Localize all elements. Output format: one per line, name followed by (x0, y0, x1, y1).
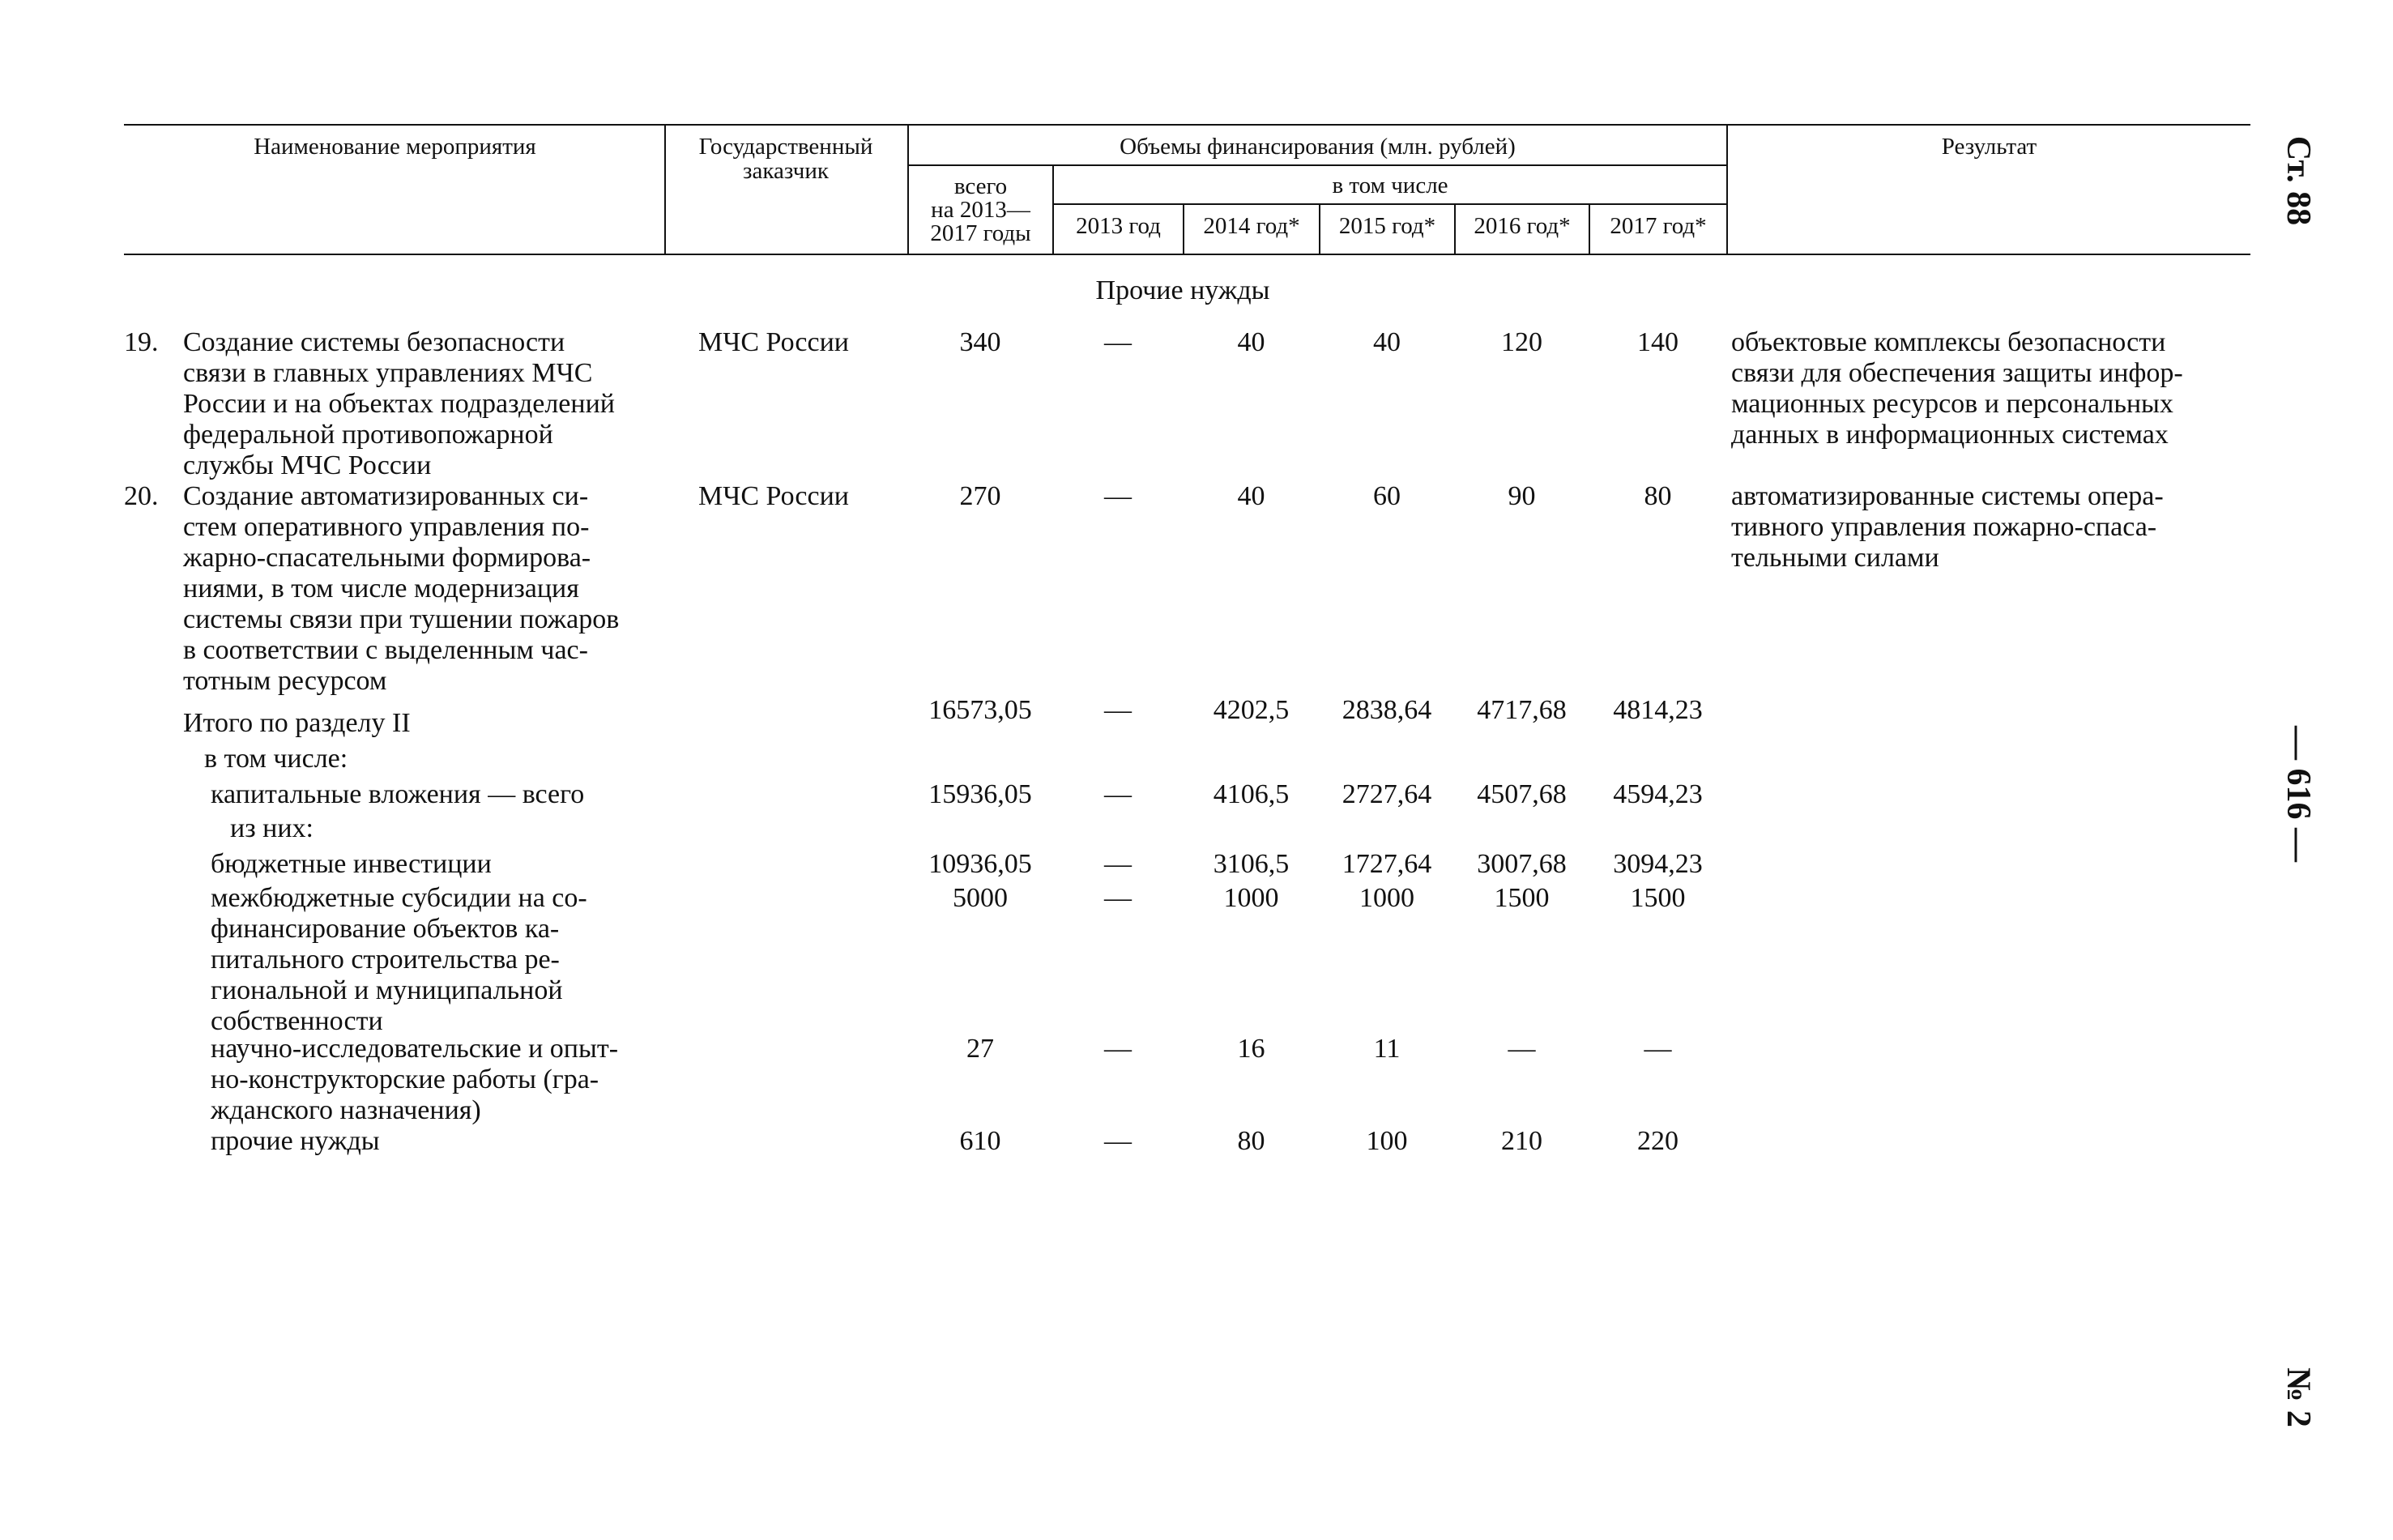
row-description-line: федеральной противопожарной (183, 420, 553, 450)
row-description-line: системы связи при тушении пожаров (183, 604, 620, 634)
row-result (1731, 481, 2250, 574)
header-top-rule (124, 124, 2250, 126)
header-including-rule (1053, 203, 1727, 205)
summary-value-2017: 4814,23 (1613, 695, 1703, 725)
summary-value-2014: 16 (1237, 1034, 1265, 1064)
row-description-line: в соответствии с выделенным час- (183, 635, 588, 665)
of-them-label: из них: (230, 813, 314, 843)
summary-value-2017: 4594,23 (1613, 779, 1703, 809)
summary-label: бюджетные инвестиции (211, 849, 492, 879)
summary-value-2016: 4717,68 (1477, 695, 1567, 725)
row-description-line: связи в главных управлениях МЧС (183, 358, 593, 388)
summary-label: прочие нужды (211, 1126, 380, 1156)
summary-value-2015: 11 (1373, 1034, 1401, 1064)
row-description-line: службы МЧС России (183, 450, 432, 480)
summary-label-line: но-конструкторские работы (гра- (211, 1064, 599, 1094)
header-total-line: 2017 годы (930, 220, 1031, 246)
summary-value-2015: 1727,64 (1342, 849, 1432, 879)
row-result-line: объектовые комплексы безопасности (1731, 327, 2166, 357)
row-customer: МЧС России (698, 481, 849, 511)
summary-label-line: собственности (211, 1006, 383, 1036)
row-value-2017: 80 (1644, 481, 1672, 511)
summary-label-line: научно-исследовательские и опыт- (211, 1034, 619, 1064)
row-total: 270 (959, 481, 1001, 511)
page-label: Ст. 88 (2280, 135, 2317, 226)
summary-label-line: жданского назначения) (211, 1095, 481, 1125)
row-value-2014: 40 (1237, 327, 1265, 357)
row-value-2016: 90 (1508, 481, 1536, 511)
row-description (183, 327, 664, 481)
summary-label-line: межбюджетные субсидии на со- (211, 883, 587, 913)
summary-value-2016: 210 (1501, 1126, 1542, 1156)
summary-value-2013: — (1104, 695, 1132, 725)
summary-label: Итого по разделу II (183, 708, 411, 738)
summary-total: 16573,05 (928, 695, 1032, 725)
row-total: 340 (959, 327, 1001, 357)
header-total-line: на 2013— (931, 197, 1030, 223)
row-number: 20. (124, 481, 159, 511)
summary-total: 10936,05 (928, 849, 1032, 879)
row-description (183, 481, 664, 697)
summary-value-2016: 4507,68 (1477, 779, 1567, 809)
row-description-line: жарно-спасательными формирова- (183, 543, 591, 573)
row-description-line: Создание системы безопасности (183, 327, 565, 357)
row-value-2017: 140 (1637, 327, 1679, 357)
page-number: — 616 — (2280, 726, 2317, 862)
summary-value-2014: 4202,5 (1213, 695, 1290, 725)
row-description-line: Создание автоматизированных си- (183, 481, 589, 511)
row-result-line: данных в информационных системах (1731, 420, 2169, 450)
summary-total: 5000 (953, 883, 1008, 913)
header-year: 2017 год* (1610, 213, 1707, 239)
row-description-line: России и на объектах подразделений (183, 389, 615, 419)
section-title: Прочие нужды (1095, 275, 1270, 305)
summary-value-2015: 100 (1366, 1126, 1408, 1156)
header-year: 2013 год (1076, 213, 1161, 239)
including-label: в том числе: (204, 744, 348, 774)
row-description-line: тотным ресурсом (183, 666, 387, 696)
header-including: в том числе (1332, 173, 1448, 198)
header-year: 2016 год* (1474, 213, 1571, 239)
row-value-2015: 60 (1373, 481, 1401, 511)
summary-label-line: финансирование объектов ка- (211, 914, 560, 944)
summary-total: 27 (966, 1034, 994, 1064)
header-total-line: всего (953, 173, 1008, 199)
summary-value-2017: — (1644, 1034, 1672, 1064)
summary-value-2015: 1000 (1359, 883, 1414, 913)
header-result: Результат (1941, 134, 2037, 160)
header-divider (664, 124, 666, 255)
row-result-line: мационных ресурсов и персональных (1731, 389, 2173, 419)
row-value-2016: 120 (1501, 327, 1542, 357)
summary-value-2017: 3094,23 (1613, 849, 1703, 879)
row-result (1731, 327, 2250, 450)
row-value-2013: — (1104, 481, 1132, 511)
row-description-line: стем оперативного управления по- (183, 512, 590, 542)
header-customer: Государственный заказчик (698, 134, 873, 184)
summary-total: 610 (959, 1126, 1001, 1156)
row-result-line: тельными силами (1731, 543, 1939, 573)
header-funding: Объемы финансирования (млн. рублей) (1120, 134, 1516, 160)
summary-value-2014: 80 (1237, 1126, 1265, 1156)
summary-value-2016: — (1508, 1034, 1536, 1064)
row-result-line: тивного управления пожарно-спаса- (1731, 512, 2157, 542)
row-result-line: связи для обеспечения защиты инфор- (1731, 358, 2183, 388)
summary-label (211, 1034, 650, 1126)
summary-value-2015: 2727,64 (1342, 779, 1432, 809)
summary-value-2013: — (1104, 849, 1132, 879)
summary-label-line: питального строительства ре- (211, 945, 560, 975)
row-result-line: автоматизированные системы опера- (1731, 481, 2164, 511)
header-year: 2014 год* (1203, 213, 1300, 239)
header-year: 2015 год* (1338, 213, 1436, 239)
row-value-2013: — (1104, 327, 1132, 357)
summary-value-2013: — (1104, 1126, 1132, 1156)
summary-value-2017: 220 (1637, 1126, 1679, 1156)
summary-value-2014: 1000 (1223, 883, 1279, 913)
summary-value-2013: — (1104, 883, 1132, 913)
row-description-line: ниями, в том числе модернизация (183, 574, 579, 604)
summary-value-2016: 3007,68 (1477, 849, 1567, 879)
summary-value-2017: 1500 (1630, 883, 1686, 913)
summary-value-2014: 3106,5 (1213, 849, 1290, 879)
summary-value-2013: — (1104, 779, 1132, 809)
summary-value-2014: 4106,5 (1213, 779, 1290, 809)
row-number: 19. (124, 327, 159, 357)
summary-label: капитальные вложения — всего (211, 779, 585, 809)
summary-label (211, 883, 650, 1037)
summary-label-line: гиональной и муниципальной (211, 975, 563, 1005)
header-name: Наименование мероприятия (254, 134, 536, 160)
row-value-2015: 40 (1373, 327, 1401, 357)
summary-total: 15936,05 (928, 779, 1032, 809)
row-customer: МЧС России (698, 327, 849, 357)
row-value-2014: 40 (1237, 481, 1265, 511)
header-total (909, 175, 1052, 245)
summary-value-2015: 2838,64 (1342, 695, 1432, 725)
header-funding-rule (908, 164, 1727, 166)
summary-value-2016: 1500 (1494, 883, 1550, 913)
header-bottom-rule (124, 254, 2250, 255)
summary-value-2013: — (1104, 1034, 1132, 1064)
issue-label: № 2 (2280, 1367, 2317, 1427)
